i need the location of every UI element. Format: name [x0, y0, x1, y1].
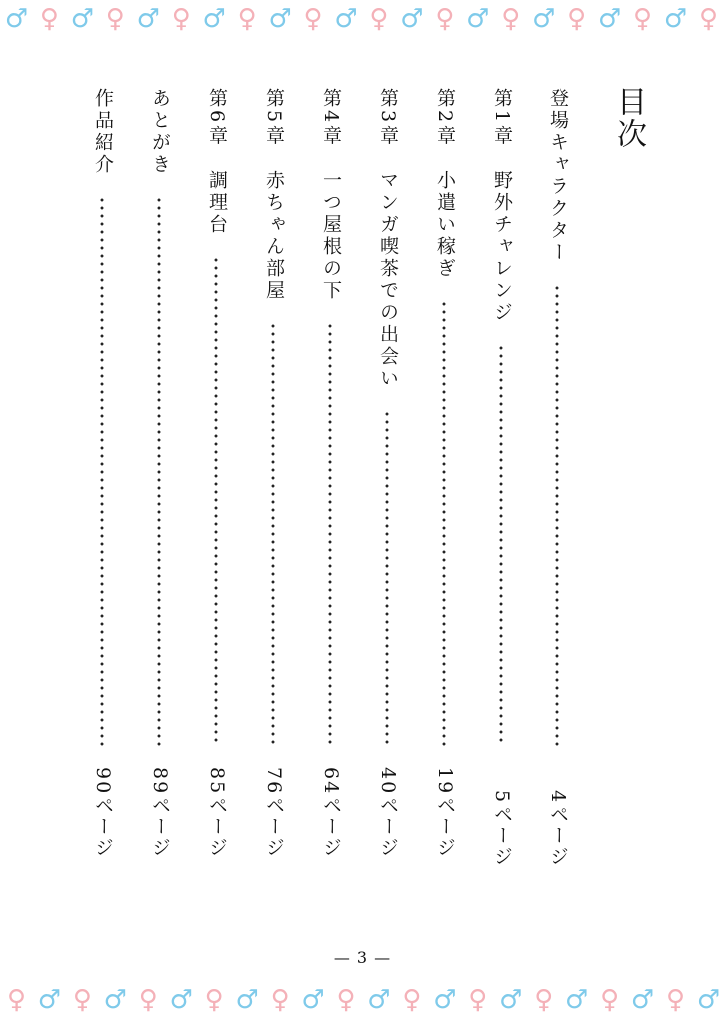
toc-entry[interactable] [262, 88, 286, 888]
male-symbol-icon: ♂ [70, 4, 95, 34]
toc-entry[interactable] [205, 88, 229, 888]
dot-leader [442, 300, 446, 746]
toc-entry[interactable] [148, 88, 172, 888]
toc-chapter-number: 第2章 [434, 88, 456, 148]
toc-page-reference: 19ページ [434, 767, 456, 859]
toc-entry[interactable] [433, 88, 457, 888]
female-symbol-icon: ♀ [567, 4, 587, 34]
female-symbol-icon: ♀ [534, 985, 554, 1015]
female-symbol-icon: ♀ [435, 4, 455, 34]
dot-leader [328, 322, 332, 746]
male-symbol-icon: ♂ [169, 985, 193, 1015]
toc-entry-label: あとがき [149, 88, 171, 176]
toc-entry-label: 野外チャレンジ [491, 170, 513, 324]
male-symbol-icon: ♂ [466, 4, 490, 34]
toc-entry-label: 登場キャラクター [547, 88, 569, 264]
toc-chapter-number: 第3章 [377, 88, 399, 148]
female-symbol-icon: ♀ [402, 985, 422, 1015]
toc-page-reference: 5ページ [491, 790, 513, 868]
toc-entry-label: 小遣い稼ぎ [434, 170, 456, 280]
toc-chapter-number: 第6章 [206, 88, 228, 148]
toc-page-reference: 64ページ [320, 767, 342, 859]
female-symbol-icon: ♀ [666, 985, 686, 1015]
female-symbol-icon: ♀ [72, 985, 92, 1015]
male-symbol-icon: ♂ [235, 985, 259, 1015]
dot-leader [100, 196, 104, 746]
female-symbol-icon: ♀ [204, 985, 224, 1015]
toc-page-reference: 85ページ [206, 767, 228, 859]
male-symbol-icon: ♂ [103, 985, 127, 1015]
page-number: — 3 — [333, 948, 392, 967]
male-symbol-icon: ♂ [663, 4, 688, 34]
toc-entry-label: 赤ちゃん部屋 [263, 170, 285, 302]
female-symbol-icon: ♀ [237, 4, 257, 34]
toc-entry[interactable] [91, 88, 115, 888]
male-symbol-icon: ♂ [37, 985, 62, 1015]
male-symbol-icon: ♂ [630, 985, 655, 1015]
toc-entry[interactable] [546, 88, 570, 888]
female-symbol-icon: ♀ [171, 4, 191, 34]
female-symbol-icon: ♀ [600, 985, 620, 1015]
male-symbol-icon: ♂ [4, 4, 29, 34]
toc-entry-label: 一つ屋根の下 [320, 170, 342, 302]
female-symbol-icon: ♀ [633, 4, 653, 34]
toc-page-reference: 40ページ [377, 767, 399, 859]
female-symbol-icon: ♀ [303, 4, 323, 34]
male-symbol-icon: ♂ [202, 4, 226, 34]
toc-entry-label: 調理台 [206, 170, 228, 236]
dot-leader [271, 322, 275, 746]
toc-chapter-number: 第5章 [263, 88, 285, 148]
male-symbol-icon: ♂ [597, 4, 622, 34]
toc-page-reference: 4ページ [547, 790, 569, 868]
decorative-border-top [0, 2, 725, 36]
toc-chapter-number: 第4章 [320, 88, 342, 148]
male-symbol-icon: ♂ [367, 985, 391, 1015]
dot-leader [385, 410, 389, 746]
toc-chapter-number: 第1章 [491, 88, 513, 148]
male-symbol-icon: ♂ [334, 4, 358, 34]
female-symbol-icon: ♀ [39, 4, 59, 34]
toc-entry-label: マンガ喫茶での出会い [377, 170, 399, 390]
male-symbol-icon: ♂ [400, 4, 424, 34]
female-symbol-icon: ♀ [468, 985, 488, 1015]
dot-leader [499, 344, 503, 746]
toc-entry[interactable] [376, 88, 400, 888]
female-symbol-icon: ♀ [698, 4, 718, 34]
toc-page-reference: 76ページ [263, 767, 285, 859]
male-symbol-icon: ♂ [696, 985, 721, 1015]
dot-leader [157, 196, 161, 746]
female-symbol-icon: ♀ [336, 985, 356, 1015]
toc-page-reference: 89ページ [149, 767, 171, 859]
male-symbol-icon: ♂ [268, 4, 292, 34]
toc-title: 目次 [611, 86, 646, 150]
dot-leader [555, 284, 559, 746]
male-symbol-icon: ♂ [433, 985, 457, 1015]
female-symbol-icon: ♀ [105, 4, 125, 34]
female-symbol-icon: ♀ [270, 985, 290, 1015]
male-symbol-icon: ♂ [532, 4, 556, 34]
toc-entry[interactable] [490, 88, 514, 888]
toc-page-reference: 90ページ [92, 767, 114, 859]
male-symbol-icon: ♂ [499, 985, 523, 1015]
female-symbol-icon: ♀ [6, 985, 26, 1015]
male-symbol-icon: ♂ [136, 4, 160, 34]
female-symbol-icon: ♀ [501, 4, 521, 34]
male-symbol-icon: ♂ [565, 985, 589, 1015]
dot-leader [214, 256, 218, 746]
toc-entry-label: 作品紹介 [92, 88, 114, 176]
female-symbol-icon: ♀ [138, 985, 158, 1015]
decorative-border-bottom [0, 983, 725, 1017]
toc-entry[interactable] [319, 88, 343, 888]
female-symbol-icon: ♀ [369, 4, 389, 34]
male-symbol-icon: ♂ [301, 985, 325, 1015]
